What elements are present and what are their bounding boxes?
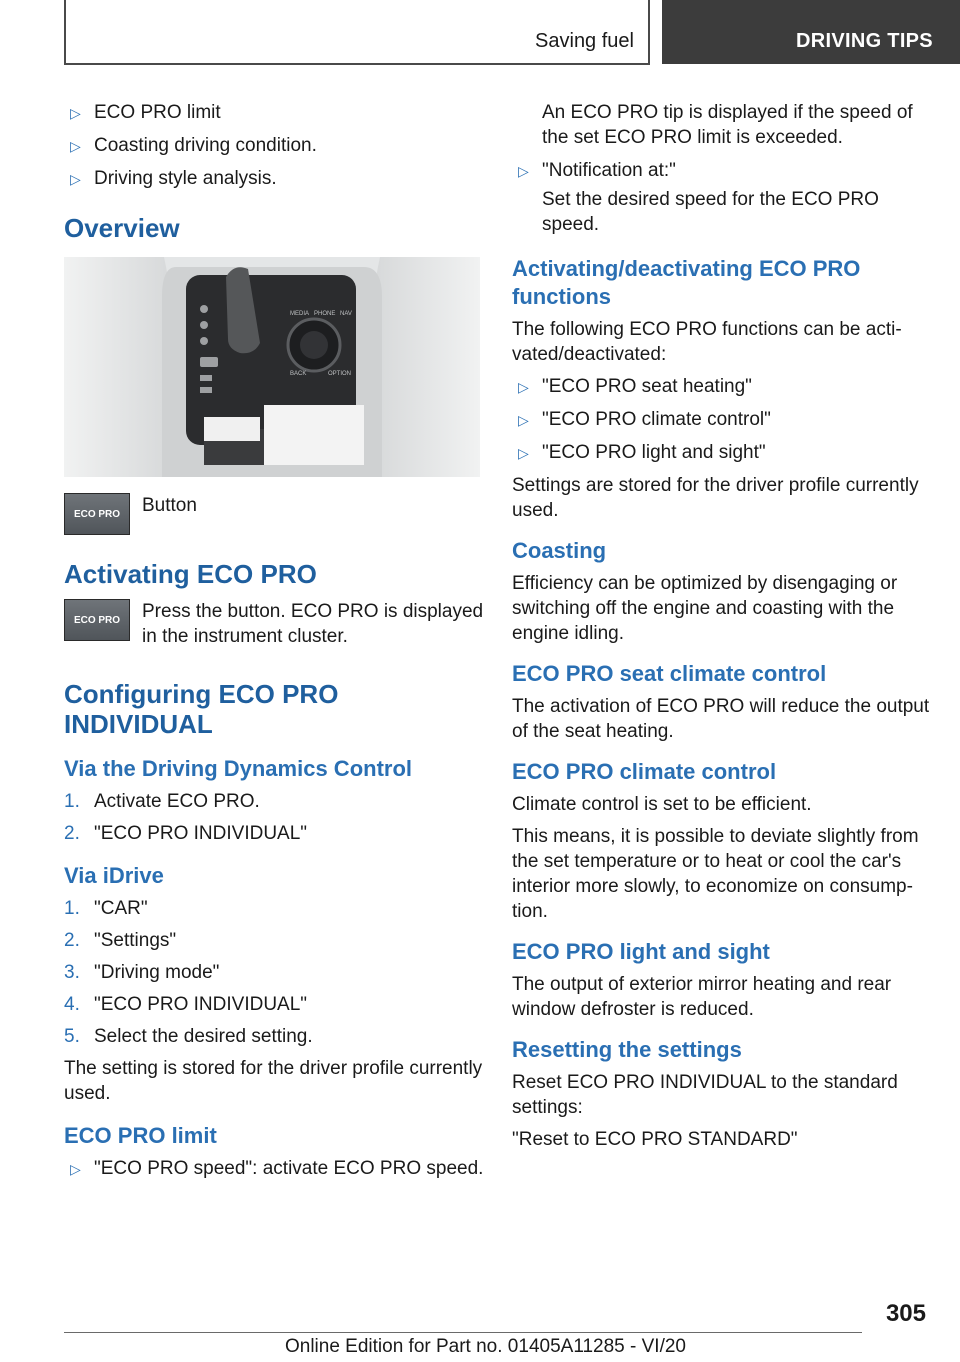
triangle-bullet-icon: ▷ [518, 163, 529, 179]
center-console-photo [64, 257, 480, 477]
list-item: ▷ Coasting driving condition. [64, 133, 484, 158]
climate-heading: ECO PRO climate control [512, 759, 777, 784]
activating-heading: Activating ECO PRO [64, 559, 317, 589]
triangle-bullet-icon: ▷ [518, 379, 529, 395]
button-legend [64, 493, 484, 535]
seat-heading: ECO PRO seat climate control [512, 661, 827, 686]
list-item: ▷ "ECO PRO speed": activate ECO PRO speed. [64, 1156, 484, 1181]
reset-value: "Reset to ECO PRO STANDARD" [512, 1129, 798, 1150]
list-item: ▷ ECO PRO limit [64, 100, 484, 125]
list-item: ▷ "ECO PRO light and sight" [512, 440, 932, 465]
act-functions-heading: Activating/deactivating ECO PRO functions [512, 256, 861, 309]
via-ddc-heading: Via the Driving Dynamics Control [64, 756, 413, 781]
footer-edition: Online Edition for Part no. 01405A11285 - VI/20 [284, 1336, 686, 1357]
triangle-bullet-icon: ▷ [70, 1161, 81, 1177]
list-item: 2. "Settings" [64, 930, 177, 951]
svg-text:BACK: BACK [290, 371, 307, 377]
activating-row [64, 599, 484, 649]
list-item: 1. Activate ECO PRO. [64, 791, 260, 812]
via-idrive-heading: Via iDrive [64, 863, 164, 888]
eco-pro-button-icon: ECO PRO [64, 493, 130, 535]
svg-text:NAV: NAV [340, 311, 352, 317]
svg-text:MEDIA: MEDIA [290, 311, 310, 317]
svg-text:OPTION: OPTION [328, 371, 352, 377]
triangle-bullet-icon: ▷ [70, 171, 81, 187]
left-column [64, 100, 484, 1189]
configuring-heading: Configuring ECO PRO INDIVIDUAL [64, 679, 339, 739]
light-heading: ECO PRO light and sight [512, 939, 770, 964]
eco-limit-heading: ECO PRO limit [64, 1123, 217, 1148]
list-item: 4. "ECO PRO INDIVIDUAL" [64, 994, 308, 1015]
act-functions-intro: The following ECO PRO functions can be activated/deactivated: [512, 319, 902, 365]
button-caption: Button [142, 495, 197, 516]
list-item: ▷ "Notification at:" [512, 158, 932, 183]
seat-text: The activation of ECO PRO will reduce the output of the seat heating. [512, 696, 930, 742]
climate-text-2: This means, it is possible to deviate slightly from the set temperature or to heat or cool the car's interior more slowly, to economize on consumption. [512, 826, 919, 922]
header-divider [648, 0, 650, 64]
coasting-heading: Coasting [512, 538, 607, 563]
list-item: ▷ Driving style analysis. [64, 166, 484, 191]
list-item: 2. "ECO PRO INDIVIDUAL" [64, 823, 308, 844]
reset-text: Reset ECO PRO INDIVIDUAL to the standard settings: [512, 1072, 898, 1118]
triangle-bullet-icon: ▷ [70, 138, 81, 154]
activating-text: Press the button. ECO PRO is displayed in the instrument cluster. [142, 601, 484, 647]
notification-continuation: Set the desired speed for the ECO PRO speed. [542, 189, 879, 235]
list-item: 1. "CAR" [64, 898, 148, 919]
coasting-text: Efficiency can be optimized by disengaging or switching off the engine and coasting with the engine idling. [512, 573, 898, 644]
triangle-bullet-icon: ▷ [518, 412, 529, 428]
header-bottom-rule [64, 63, 650, 65]
list-item: 3. "Driving mode" [64, 962, 220, 983]
light-text: The output of exterior mirror heating and rear window defroster is reduced. [512, 974, 892, 1020]
page-number: 305 [885, 1300, 926, 1327]
overview-heading: Overview [64, 213, 180, 243]
header-section-title: Saving fuel [535, 30, 634, 52]
triangle-bullet-icon: ▷ [70, 105, 81, 121]
list-item: ▷ "ECO PRO seat heating" [512, 374, 932, 399]
stored-text: The setting is stored for the driver profile currently used. [64, 1058, 483, 1104]
svg-text:PHONE: PHONE [314, 311, 336, 317]
eco-pro-button-icon: ECO PRO [64, 599, 130, 641]
footer-rule [64, 1332, 862, 1333]
list-item: ▷ "ECO PRO climate control" [512, 407, 932, 432]
reset-heading: Resetting the settings [512, 1037, 742, 1062]
triangle-bullet-icon: ▷ [518, 445, 529, 461]
right-column [512, 100, 932, 1159]
header-left-rule [64, 0, 66, 64]
act-functions-note: Settings are stored for the driver profile currently used. [512, 475, 919, 521]
list-item: 5. Select the desired setting. [64, 1026, 313, 1047]
limit-continuation: An ECO PRO tip is displayed if the speed of the set ECO PRO limit is exceeded. [542, 102, 913, 148]
header-chapter-tab: DRIVING TIPS [662, 0, 960, 64]
climate-text-1: Climate control is set to be efficient. [512, 794, 812, 815]
